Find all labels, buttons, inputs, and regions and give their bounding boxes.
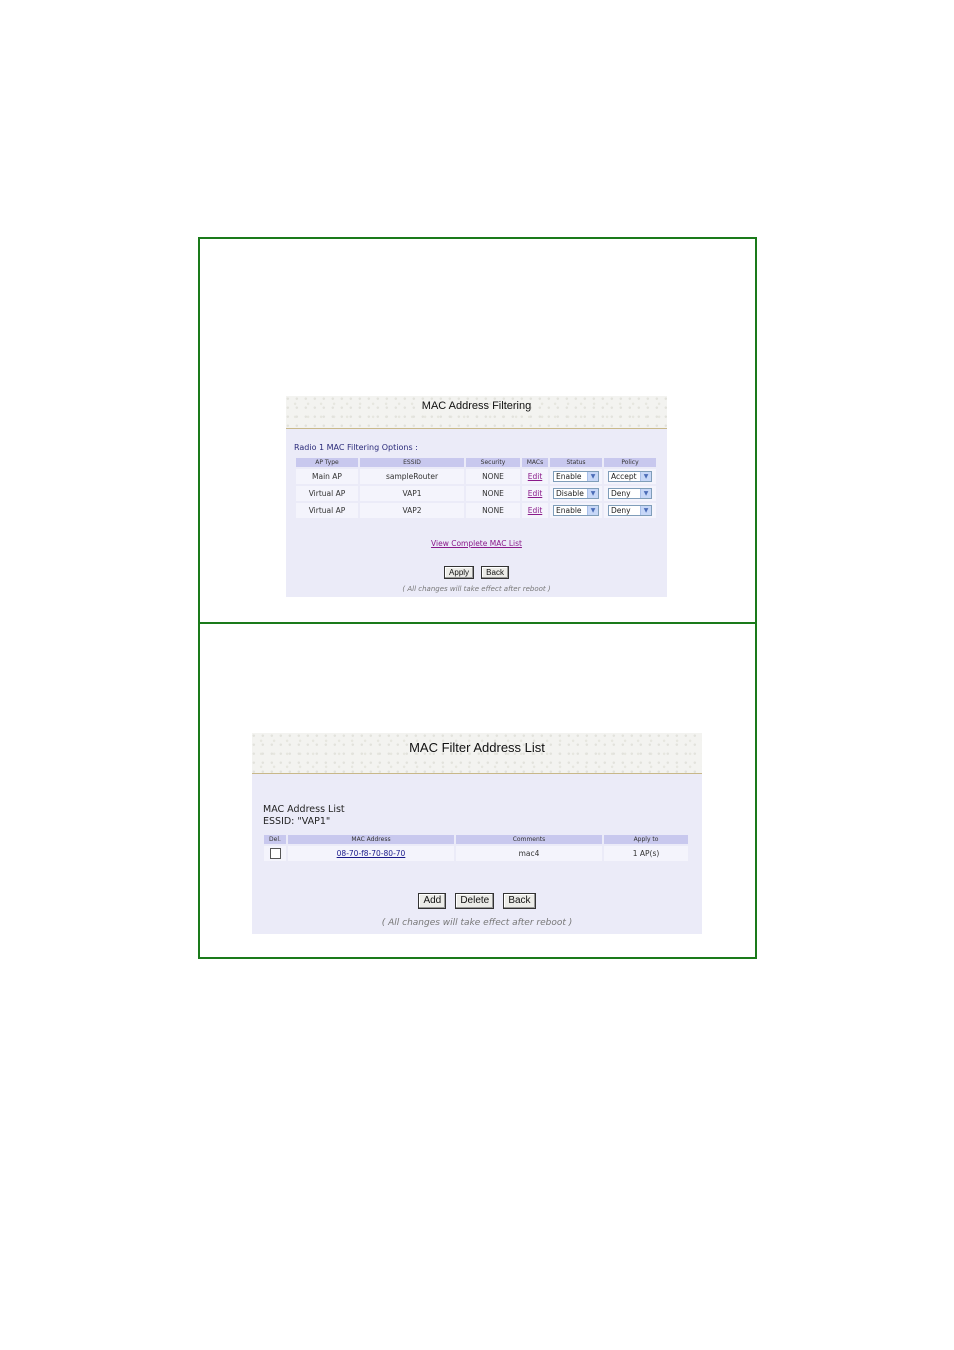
col-header-policy: Policy bbox=[604, 458, 656, 467]
policy-select-value: Accept bbox=[611, 472, 637, 481]
ap-type-cell: Main AP bbox=[296, 469, 358, 484]
essid-cell: VAP1 bbox=[360, 486, 464, 501]
mac-address-cell bbox=[288, 846, 454, 861]
comment-cell: mac4 bbox=[456, 846, 602, 861]
status-select-value: Enable bbox=[556, 506, 582, 515]
macs-cell bbox=[522, 469, 548, 484]
edit-macs-link[interactable]: Edit bbox=[527, 506, 543, 515]
col-header-del: Del. bbox=[264, 835, 286, 844]
essid-label: ESSID: "VAP1" bbox=[263, 816, 331, 827]
policy-cell bbox=[604, 486, 656, 501]
reboot-note: ( All changes will take effect after reboot ) bbox=[381, 918, 573, 928]
chevron-down-icon: ▼ bbox=[587, 472, 598, 481]
policy-select[interactable] bbox=[608, 505, 652, 516]
delete-checkbox[interactable] bbox=[270, 848, 281, 859]
col-header-mac-address: MAC Address bbox=[288, 835, 454, 844]
policy-select[interactable] bbox=[608, 471, 652, 482]
macs-cell bbox=[522, 503, 548, 518]
table-row bbox=[296, 486, 656, 501]
page-title: MAC Address Filtering bbox=[421, 400, 532, 412]
section-label: Radio 1 MAC Filtering Options : bbox=[294, 443, 418, 452]
table-row bbox=[264, 846, 688, 861]
chevron-down-icon: ▼ bbox=[640, 506, 651, 515]
chevron-down-icon: ▼ bbox=[587, 489, 598, 498]
col-header-macs: MACs bbox=[522, 458, 548, 467]
status-cell bbox=[550, 469, 602, 484]
back-button[interactable]: Back bbox=[481, 566, 509, 579]
page-title: MAC Filter Address List bbox=[409, 740, 545, 755]
panel-banner bbox=[252, 733, 702, 774]
mac-address-list-panel bbox=[252, 733, 702, 934]
apply-button[interactable]: Apply bbox=[444, 566, 474, 579]
edit-macs-link[interactable]: Edit bbox=[527, 472, 543, 481]
delete-button[interactable]: Delete bbox=[455, 893, 494, 909]
back-button[interactable]: Back bbox=[503, 893, 535, 909]
panel-banner bbox=[286, 396, 667, 429]
table-header-row bbox=[264, 835, 688, 844]
col-header-essid: ESSID bbox=[360, 458, 464, 467]
button-row bbox=[252, 888, 702, 909]
policy-select[interactable] bbox=[608, 488, 652, 499]
table-row bbox=[296, 469, 656, 484]
button-row bbox=[286, 560, 667, 579]
chevron-down-icon: ▼ bbox=[587, 506, 598, 515]
col-header-comments: Comments bbox=[456, 835, 602, 844]
reboot-note: ( All changes will take effect after reboot ) bbox=[402, 585, 551, 593]
security-cell: NONE bbox=[466, 503, 520, 518]
mac-address-link[interactable]: 08-70-f8-70-80-70 bbox=[336, 849, 406, 858]
ap-type-cell: Virtual AP bbox=[296, 486, 358, 501]
del-cell bbox=[264, 846, 286, 861]
mac-address-table bbox=[262, 833, 690, 863]
col-header-apply-to: Apply to bbox=[604, 835, 688, 844]
table-header-row bbox=[296, 458, 656, 467]
table-row bbox=[296, 503, 656, 518]
list-label: MAC Address List bbox=[263, 804, 345, 815]
security-cell: NONE bbox=[466, 486, 520, 501]
security-cell: NONE bbox=[466, 469, 520, 484]
policy-cell bbox=[604, 469, 656, 484]
chevron-down-icon: ▼ bbox=[640, 472, 651, 481]
col-header-status: Status bbox=[550, 458, 602, 467]
edit-macs-link[interactable]: Edit bbox=[527, 489, 543, 498]
ap-type-cell: Virtual AP bbox=[296, 503, 358, 518]
status-cell bbox=[550, 503, 602, 518]
chevron-down-icon: ▼ bbox=[640, 489, 651, 498]
apply-to-cell: 1 AP(s) bbox=[604, 846, 688, 861]
status-select-value: Disable bbox=[556, 489, 584, 498]
add-button[interactable]: Add bbox=[418, 893, 446, 909]
status-select[interactable] bbox=[553, 505, 599, 516]
policy-select-value: Deny bbox=[611, 506, 631, 515]
status-cell bbox=[550, 486, 602, 501]
status-select[interactable] bbox=[553, 471, 599, 482]
policy-select-value: Deny bbox=[611, 489, 631, 498]
status-select-value: Enable bbox=[556, 472, 582, 481]
col-header-ap-type: AP Type bbox=[296, 458, 358, 467]
view-mac-list-link[interactable]: View Complete MAC List bbox=[431, 539, 522, 548]
filtering-options-table bbox=[294, 456, 658, 520]
essid-cell: sampleRouter bbox=[360, 469, 464, 484]
col-header-security: Security bbox=[466, 458, 520, 467]
frame-divider bbox=[200, 622, 755, 624]
mac-filtering-panel bbox=[286, 396, 667, 597]
status-select[interactable] bbox=[553, 488, 599, 499]
policy-cell bbox=[604, 503, 656, 518]
macs-cell bbox=[522, 486, 548, 501]
essid-cell: VAP2 bbox=[360, 503, 464, 518]
